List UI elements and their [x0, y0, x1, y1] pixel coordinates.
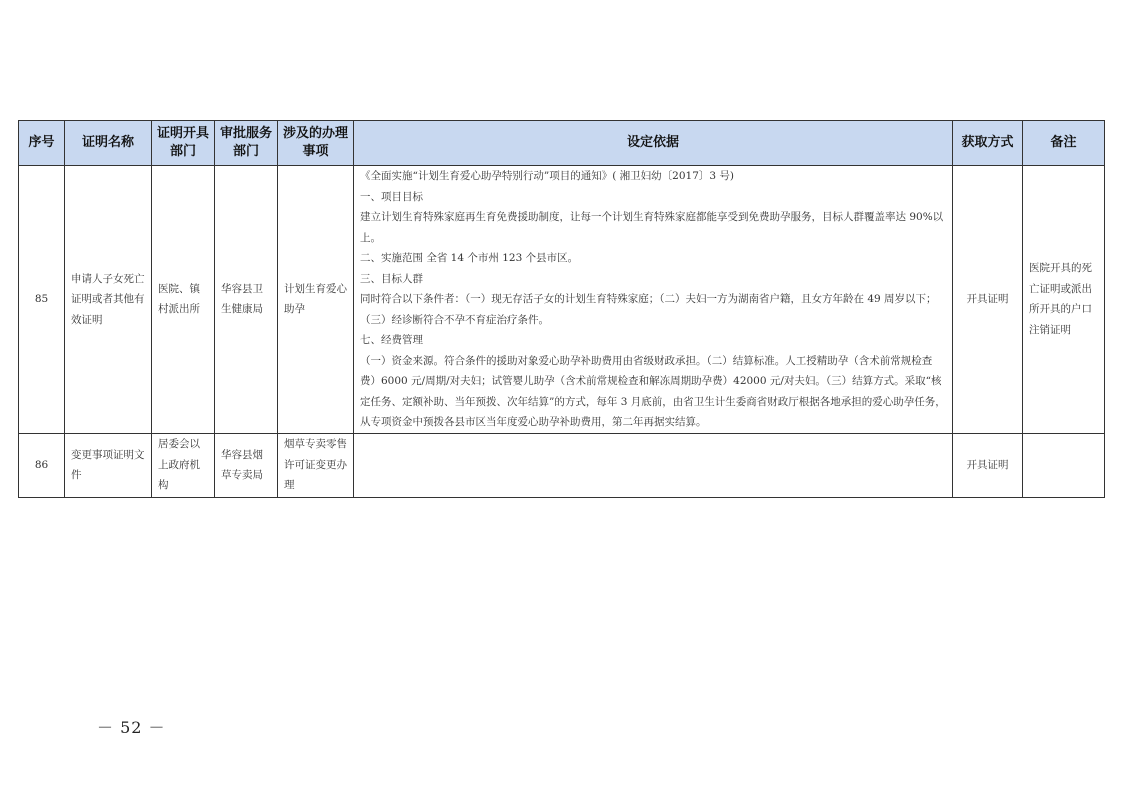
row-matter: 计划生育爱心助孕: [278, 166, 354, 434]
basis-line: 《全面实施“计划生育爱心助孕特别行动”项目的通知》( 湘卫妇幼〔2017〕3 号): [360, 170, 735, 182]
row-method: 开具证明: [953, 433, 1023, 497]
row-approver: 华容县卫生健康局: [215, 166, 278, 434]
row-name: 申请人子女死亡证明或者其他有效证明: [65, 166, 152, 434]
row-seq: 86: [19, 433, 65, 497]
table-row: [19, 433, 1105, 497]
basis-line: 三、目标人群: [360, 272, 423, 285]
basis-line: 同时符合以下条件者：（一）现无存活子女的计划生育特殊家庭；（二）夫妇一方为湖南省户籍，且女方年龄在 49 周岁以下；（三）经诊断符合不孕不育症治疗条件。: [360, 293, 937, 326]
row-basis: [354, 166, 953, 434]
header-basis: 设定依据: [354, 121, 953, 166]
basis-line: 二、实施范围 全省 14 个市州 123 个县市区。: [360, 252, 579, 264]
header-approver: 审批服务部门: [215, 121, 278, 166]
row-approver: 华容县烟草专卖局: [215, 433, 278, 497]
header-matter: 涉及的办理事项: [278, 121, 354, 166]
page-number: － 52 －: [97, 718, 166, 737]
row-matter: 烟草专卖零售许可证变更办理: [278, 433, 354, 497]
row-remark: [1023, 433, 1105, 497]
table-row: [19, 166, 1105, 434]
basis-line: 七、经费管理: [360, 334, 423, 346]
basis-line: 建立计划生育特殊家庭再生育免费援助制度，让每一个计划生育特殊家庭都能享受到免费助孕服务，目标人群覆盖率达 90%以上。: [360, 211, 944, 244]
certificate-table: [18, 120, 1105, 498]
row-issuer: 居委会以上政府机构: [152, 433, 215, 497]
row-remark: 医院开具的死亡证明或派出所开具的户口注销证明: [1023, 166, 1105, 434]
row-method: 开具证明: [953, 166, 1023, 434]
row-seq: 85: [19, 166, 65, 434]
row-basis: [354, 433, 953, 497]
table-header-row: [19, 121, 1105, 166]
row-issuer: 医院、镇村派出所: [152, 166, 215, 434]
header-method: 获取方式: [953, 121, 1023, 166]
header-issuer: 证明开具部门: [152, 121, 215, 166]
basis-line: 一、项目目标: [360, 190, 423, 203]
basis-line: （一）资金来源。符合条件的援助对象爱心助孕补助费用由省级财政承担。（二）结算标准。人工授精助孕（含术前常规检查费）6000 元/周期/对夫妇；试管婴儿助孕（含术前常规检查和解冻周期助孕费）42000 元/对夫妇。（三）结算方式。采取“核定任务、定额补助、当年预拨、次年结算”的方式，每年 3 月底前，由省卫生计生委商省财政厅根据各地承担的爱心助孕任务，从专项资金中预拨各县市区当年度爱心助孕补助费用，第二年再据实结算。: [360, 354, 946, 428]
header-name: 证明名称: [65, 121, 152, 166]
row-name: 变更事项证明文件: [65, 433, 152, 497]
header-seq: 序号: [19, 121, 65, 166]
header-remark: 备注: [1023, 121, 1105, 166]
